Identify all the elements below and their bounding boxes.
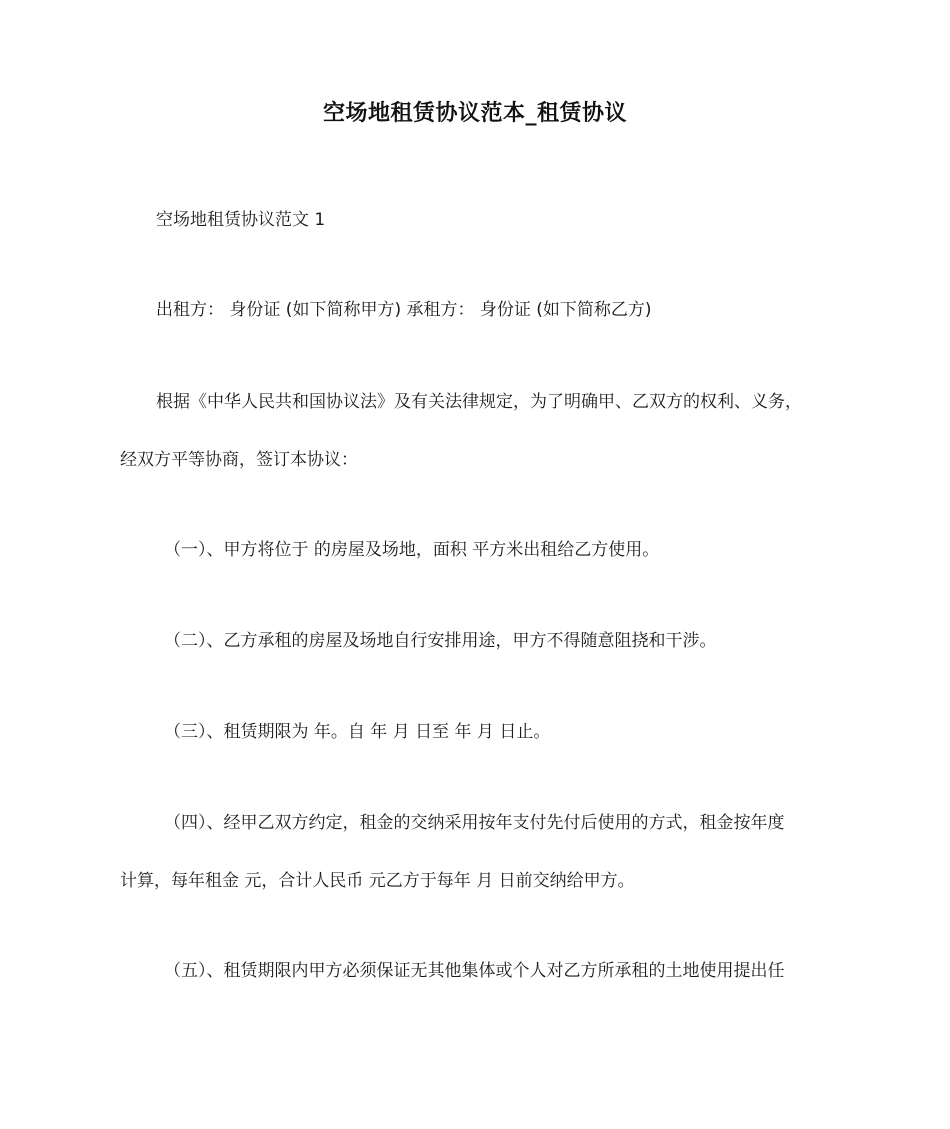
- clause-3: （三）、租赁期限为 年。自 年 月 日至 年 月 日止。: [164, 722, 551, 742]
- preamble-line-1: 根据《中华人民共和国协议法》及有关法律规定，为了明确甲、乙双方的权利、义务，: [156, 392, 802, 412]
- clause-4-line-1: （四）、经甲乙双方约定，租金的交纳采用按年支付先付后使用的方式，租金按年度: [164, 813, 785, 833]
- clause-4-line-2: 计算，每年租金 元，合计人民币 元乙方于每年 月 日前交纳给甲方。: [120, 871, 635, 891]
- document-subtitle: 空场地租赁协议范文 1: [156, 210, 326, 230]
- clause-1: （一）、甲方将位于 的房屋及场地，面积 平方米出租给乙方使用。: [164, 540, 660, 560]
- parties-line: 出租方： 身份证 (如下简称甲方) 承租方： 身份证 (如下简称乙方): [156, 300, 652, 320]
- document-title: 空场地租赁协议范本_租赁协议: [322, 101, 627, 126]
- clause-5-line-1: （五）、租赁期限内甲方必须保证无其他集体或个人对乙方所承租的土地使用提出任: [164, 961, 785, 981]
- preamble-line-2: 经双方平等协商，签订本协议：: [120, 450, 358, 470]
- clause-2: （二）、乙方承租的房屋及场地自行安排用途，甲方不得随意阻挠和干涉。: [164, 631, 717, 651]
